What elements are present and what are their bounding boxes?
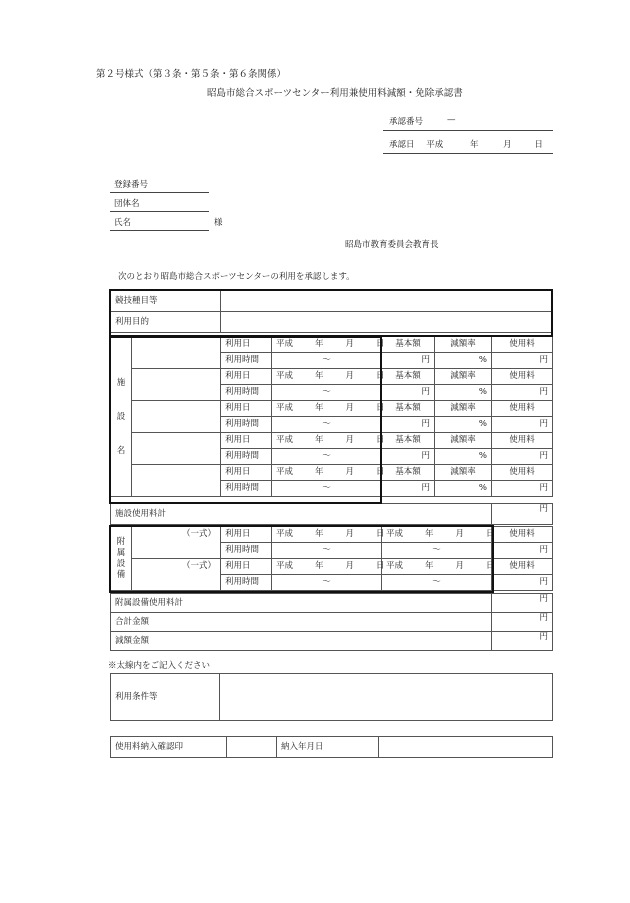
equipment-table <box>110 526 553 591</box>
use-time-label: 利用時間 <box>221 385 272 401</box>
use-date-value[interactable]: 平成 年 月 日 <box>272 337 382 353</box>
reduction-rate-label: 減額率 <box>435 369 492 385</box>
equipment-vertical-label: 附 属 設 備 <box>111 527 132 591</box>
reduction-rate-percent[interactable]: % <box>435 481 492 497</box>
facility-table <box>110 336 553 497</box>
use-time-value[interactable]: 〜 <box>272 481 382 497</box>
registration-line <box>110 192 209 193</box>
use-date-value[interactable]: 平成 年 月 日 <box>272 527 382 543</box>
issuer: 昭島市教育委員会教育長 <box>345 240 439 250</box>
reduction-rate-label: 減額率 <box>435 337 492 353</box>
form-number: 第２号様式（第３条・第５条・第６条関係） <box>96 69 287 80</box>
base-amount-yen[interactable]: 円 <box>382 449 435 465</box>
use-time-value[interactable]: 〜 <box>272 449 382 465</box>
conditions-row <box>111 674 553 721</box>
base-amount-label: 基本額 <box>382 433 435 449</box>
fee-label: 使用料 <box>492 401 553 417</box>
equip-total-yen[interactable]: 円 <box>492 594 553 613</box>
reduced-amount-row <box>111 632 553 651</box>
facility-name-cell[interactable] <box>132 401 221 433</box>
facility-name-cell[interactable] <box>132 337 221 369</box>
use-date-value[interactable]: 平成 年 月 日 <box>272 559 382 575</box>
conditions-value[interactable] <box>220 674 553 721</box>
event-label: 競技種目等 <box>111 291 221 312</box>
use-time-value[interactable]: 〜 <box>272 417 382 433</box>
fee-label: 使用料 <box>492 527 553 543</box>
purpose-label: 利用目的 <box>111 312 221 333</box>
honorific: 様 <box>214 218 223 228</box>
use-date-value-2[interactable]: 平成 年 月 日 <box>382 527 492 543</box>
use-time-value[interactable]: 〜 <box>272 543 382 559</box>
fee-label: 使用料 <box>492 433 553 449</box>
approval-number-dash: — <box>447 115 456 125</box>
event-value[interactable] <box>221 291 553 312</box>
use-time-label: 利用時間 <box>221 481 272 497</box>
facility-row-date <box>111 337 553 353</box>
fee-label: 使用料 <box>492 465 553 481</box>
approval-month: 月 <box>503 140 512 150</box>
approval-date <box>389 138 543 150</box>
reduced-amount-yen[interactable]: 円 <box>492 632 553 651</box>
name-line <box>110 230 209 231</box>
base-amount-label: 基本額 <box>382 465 435 481</box>
payment-date-value[interactable] <box>379 737 553 758</box>
approval-year: 年 <box>469 140 479 150</box>
reduced-amount-label: 減額金額 <box>111 632 492 651</box>
payment-table <box>110 736 553 758</box>
use-time-value[interactable]: 〜 <box>272 385 382 401</box>
reduction-rate-percent[interactable]: % <box>435 385 492 401</box>
facility-name-cell[interactable] <box>132 433 221 465</box>
approval-era: 平成 <box>426 140 444 150</box>
name-label: 氏名 <box>114 218 132 228</box>
form-title: 昭島市総合スポーツセンター利用兼使用料減額・免除承認書 <box>207 88 463 99</box>
fee-label: 使用料 <box>492 559 553 575</box>
fee-yen[interactable]: 円 <box>492 385 553 401</box>
base-amount-yen[interactable]: 円 <box>382 353 435 369</box>
use-date-label: 利用日 <box>221 337 272 353</box>
facility-name-cell[interactable] <box>132 465 221 497</box>
use-date-label: 利用日 <box>221 465 272 481</box>
facility-char: 施 <box>116 377 126 388</box>
reduction-rate-percent[interactable]: % <box>435 449 492 465</box>
use-time-label: 利用時間 <box>221 575 272 591</box>
payment-stamp-label: 使用料納入確認印 <box>111 737 227 758</box>
use-date-value-2[interactable]: 平成 年 月 日 <box>382 559 492 575</box>
use-time-label: 利用時間 <box>221 417 272 433</box>
facility-vertical-label <box>111 337 132 497</box>
equip-total-row <box>111 594 553 613</box>
base-amount-label: 基本額 <box>382 369 435 385</box>
use-time-label: 利用時間 <box>221 543 272 559</box>
facility-total-label: 施設使用料計 <box>111 504 492 525</box>
use-time-label: 利用時間 <box>221 449 272 465</box>
use-date-value[interactable]: 平成 年 月 日 <box>272 465 382 481</box>
intro-text: 次のとおり昭島市総合スポーツセンターの利用を承認します。 <box>118 272 355 282</box>
approval-number-label: 承認番号 <box>389 117 424 127</box>
grand-total-yen[interactable]: 円 <box>492 613 553 632</box>
group-name-label: 団体名 <box>114 199 140 209</box>
use-date-label: 利用日 <box>221 401 272 417</box>
approval-date-label: 承認日 <box>389 140 415 150</box>
reduction-rate-label: 減額率 <box>435 465 492 481</box>
conditions-label: 利用条件等 <box>111 674 220 721</box>
base-amount-label: 基本額 <box>382 401 435 417</box>
purpose-value[interactable] <box>221 312 553 333</box>
facility-row-date <box>111 369 553 385</box>
reduction-rate-percent[interactable]: % <box>435 353 492 369</box>
use-time-value-2[interactable]: 〜 <box>382 575 492 591</box>
equipment-name-cell[interactable]: （一式） <box>132 527 221 559</box>
registration-number-label: 登録番号 <box>114 180 149 190</box>
fee-yen[interactable]: 円 <box>492 481 553 497</box>
totals-table <box>110 593 553 651</box>
conditions-table <box>110 673 553 721</box>
use-date-label: 利用日 <box>221 527 272 543</box>
base-amount-label: 基本額 <box>382 337 435 353</box>
payment-date-label: 納入年月日 <box>277 737 379 758</box>
payment-stamp-value[interactable] <box>227 737 277 758</box>
equipment-row-date <box>111 527 553 543</box>
note: ※太線内をご記入ください <box>108 661 211 671</box>
approval-date-line <box>383 153 553 154</box>
fee-label: 使用料 <box>492 337 553 353</box>
use-date-value[interactable]: 平成 年 月 日 <box>272 369 382 385</box>
fee-yen[interactable]: 円 <box>492 575 553 591</box>
facility-row-date <box>111 401 553 417</box>
facility-row-date <box>111 433 553 449</box>
facility-char: 名 <box>116 445 126 456</box>
reduction-rate-label: 減額率 <box>435 401 492 417</box>
use-time-value-2[interactable]: 〜 <box>382 543 492 559</box>
facility-name-cell[interactable] <box>132 369 221 401</box>
fee-label: 使用料 <box>492 369 553 385</box>
use-time-label: 利用時間 <box>221 353 272 369</box>
fee-yen[interactable]: 円 <box>492 543 553 559</box>
base-amount-yen[interactable]: 円 <box>382 481 435 497</box>
reduction-rate-percent[interactable]: % <box>435 417 492 433</box>
fee-yen[interactable]: 円 <box>492 417 553 433</box>
use-date-value[interactable]: 平成 年 月 日 <box>272 401 382 417</box>
facility-char: 設 <box>116 411 126 422</box>
grand-total-row <box>111 613 553 632</box>
base-amount-yen[interactable]: 円 <box>382 417 435 433</box>
equipment-row-date <box>111 559 553 575</box>
equip-total-label: 附属設備使用料計 <box>111 594 492 613</box>
approval-day: 日 <box>534 140 543 150</box>
purpose-row <box>111 312 553 333</box>
group-line <box>110 211 209 212</box>
base-amount-yen[interactable]: 円 <box>382 385 435 401</box>
main-table <box>110 290 553 333</box>
use-time-value[interactable]: 〜 <box>272 575 382 591</box>
facility-total-yen[interactable]: 円 <box>492 504 553 525</box>
use-date-value[interactable]: 平成 年 月 日 <box>272 433 382 449</box>
fee-yen[interactable]: 円 <box>492 353 553 369</box>
equipment-name-cell[interactable]: （一式） <box>132 559 221 591</box>
use-date-label: 利用日 <box>221 433 272 449</box>
facility-row-date <box>111 465 553 481</box>
approval-number-line <box>383 130 553 131</box>
use-date-label: 利用日 <box>221 559 272 575</box>
facility-total-row <box>111 504 553 525</box>
fee-yen[interactable]: 円 <box>492 449 553 465</box>
payment-row <box>111 737 553 758</box>
use-date-label: 利用日 <box>221 369 272 385</box>
event-row <box>111 291 553 312</box>
reduction-rate-label: 減額率 <box>435 433 492 449</box>
facility-total-table <box>110 503 553 525</box>
use-time-value[interactable]: 〜 <box>272 353 382 369</box>
grand-total-label: 合計金額 <box>111 613 492 632</box>
